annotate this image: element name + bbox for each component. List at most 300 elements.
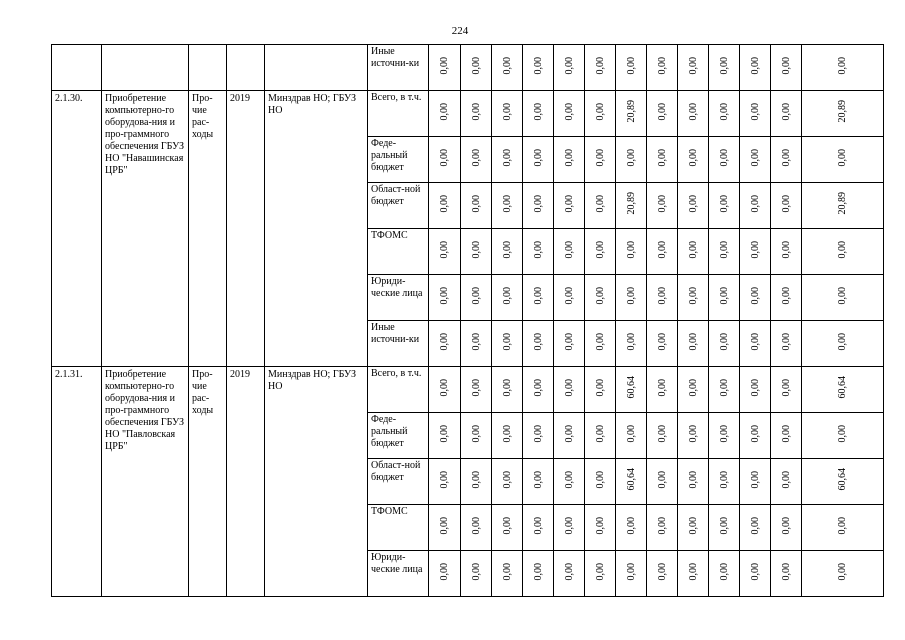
value-text: 0,00 (687, 378, 699, 397)
value-cell (771, 45, 802, 91)
value-text: 0,00 (594, 194, 606, 213)
value-text: 0,00 (749, 240, 761, 259)
value-text: 0,00 (470, 240, 482, 259)
value-text: 0,00 (718, 240, 730, 259)
value-text: 0,00 (837, 332, 848, 351)
value-text: 0,00 (749, 286, 761, 305)
value-cell (647, 275, 678, 321)
value-cell (554, 45, 585, 91)
value-cell (678, 551, 709, 597)
value-text: 0,00 (501, 102, 513, 121)
value-text: 0,00 (687, 424, 699, 443)
value-text: 0,00 (594, 470, 606, 489)
source-cell: Иные источни-ки (368, 45, 429, 91)
value-cell (709, 91, 740, 137)
value-cell (523, 551, 554, 597)
value-cell (429, 91, 461, 137)
value-text: 60,64 (625, 468, 637, 491)
source-cell: Област-ной бюджет (368, 183, 429, 229)
value-cell (771, 229, 802, 275)
value-text: 0,00 (563, 240, 575, 259)
value-text: 0,00 (594, 424, 606, 443)
value-text: 0,00 (470, 148, 482, 167)
value-text: 0,00 (656, 470, 668, 489)
value-cell (802, 505, 884, 551)
value-text: 0,00 (656, 332, 668, 351)
value-cell (709, 367, 740, 413)
value-text: 0,00 (501, 562, 513, 581)
value-text: 0,00 (625, 56, 637, 75)
source-cell: Всего, в т.ч. (368, 367, 429, 413)
value-cell (616, 183, 647, 229)
value-text: 0,00 (532, 148, 544, 167)
value-cell (740, 367, 771, 413)
value-cell (429, 229, 461, 275)
value-text: 0,00 (780, 424, 792, 443)
value-text: 0,00 (718, 148, 730, 167)
value-text: 0,00 (439, 56, 450, 75)
value-cell (585, 321, 616, 367)
value-text: 0,00 (687, 56, 699, 75)
value-cell (802, 137, 884, 183)
value-cell (771, 413, 802, 459)
value-cell (585, 45, 616, 91)
value-text: 0,00 (687, 562, 699, 581)
value-cell (709, 505, 740, 551)
value-cell (709, 459, 740, 505)
value-text: 0,00 (656, 148, 668, 167)
value-cell (554, 459, 585, 505)
value-text: 0,00 (563, 102, 575, 121)
category-cell: Про-чие рас-ходы (189, 91, 227, 367)
executor-cell: Минздрав НО; ГБУЗ НО (265, 91, 368, 367)
budget-table (51, 44, 884, 597)
value-text: 0,00 (439, 102, 450, 121)
value-text: 0,00 (749, 56, 761, 75)
empty-cell (102, 45, 189, 91)
value-cell (647, 183, 678, 229)
value-text: 0,00 (563, 332, 575, 351)
value-cell (429, 137, 461, 183)
value-text: 0,00 (439, 378, 450, 397)
value-cell (616, 459, 647, 505)
value-cell (740, 413, 771, 459)
value-text: 0,00 (470, 562, 482, 581)
value-text: 0,00 (439, 332, 450, 351)
value-cell (429, 321, 461, 367)
value-cell (740, 505, 771, 551)
value-cell (740, 275, 771, 321)
value-text: 0,00 (532, 56, 544, 75)
value-cell (616, 275, 647, 321)
value-text: 60,64 (837, 376, 848, 399)
value-text: 0,00 (687, 332, 699, 351)
value-text: 0,00 (439, 562, 450, 581)
name-cell: Приобретение компьютерно-го оборудова-ния и про-граммного обеспечения ГБУЗ НО "Навашинская ЦРБ" (102, 91, 189, 367)
value-text: 0,00 (625, 424, 637, 443)
value-cell (554, 91, 585, 137)
value-cell (678, 45, 709, 91)
value-cell (585, 183, 616, 229)
value-cell (523, 275, 554, 321)
value-text: 0,00 (749, 470, 761, 489)
value-text: 0,00 (718, 470, 730, 489)
value-cell (429, 367, 461, 413)
value-cell (678, 275, 709, 321)
value-text: 0,00 (532, 424, 544, 443)
value-cell (802, 321, 884, 367)
source-cell: Област-ной бюджет (368, 459, 429, 505)
value-text: 0,00 (718, 562, 730, 581)
value-cell (740, 91, 771, 137)
value-cell (554, 551, 585, 597)
value-text: 0,00 (501, 378, 513, 397)
value-cell (523, 91, 554, 137)
value-cell (492, 137, 523, 183)
value-cell (523, 459, 554, 505)
year-cell: 2019 (227, 367, 265, 597)
value-cell (492, 275, 523, 321)
table-row (52, 367, 884, 413)
value-text: 0,00 (532, 332, 544, 351)
value-text: 0,00 (780, 194, 792, 213)
value-text: 20,89 (625, 192, 637, 215)
value-cell (461, 551, 492, 597)
value-cell (647, 459, 678, 505)
value-text: 0,00 (656, 516, 668, 535)
value-cell (585, 413, 616, 459)
value-text: 0,00 (749, 194, 761, 213)
value-cell (554, 137, 585, 183)
value-text: 0,00 (656, 562, 668, 581)
value-cell (709, 137, 740, 183)
source-cell: Всего, в т.ч. (368, 91, 429, 137)
value-text: 0,00 (470, 286, 482, 305)
value-cell (492, 551, 523, 597)
value-cell (523, 137, 554, 183)
value-text: 0,00 (780, 148, 792, 167)
value-text: 0,00 (594, 148, 606, 167)
value-text: 0,00 (594, 516, 606, 535)
value-cell (492, 45, 523, 91)
value-cell (678, 91, 709, 137)
value-text: 0,00 (625, 286, 637, 305)
year-cell: 2019 (227, 91, 265, 367)
empty-cell (265, 45, 368, 91)
empty-cell (227, 45, 265, 91)
value-cell (709, 275, 740, 321)
value-text: 0,00 (501, 332, 513, 351)
value-text: 0,00 (532, 378, 544, 397)
value-text: 0,00 (532, 562, 544, 581)
value-cell (523, 321, 554, 367)
value-cell (709, 45, 740, 91)
value-cell (802, 183, 884, 229)
value-text: 0,00 (563, 56, 575, 75)
value-cell (771, 367, 802, 413)
value-cell (616, 505, 647, 551)
value-text: 0,00 (470, 194, 482, 213)
value-text: 0,00 (439, 516, 450, 535)
value-text: 0,00 (687, 240, 699, 259)
value-cell (709, 321, 740, 367)
value-text: 0,00 (718, 378, 730, 397)
value-cell (678, 413, 709, 459)
value-cell (709, 229, 740, 275)
value-cell (616, 551, 647, 597)
value-text: 0,00 (470, 470, 482, 489)
value-cell (616, 91, 647, 137)
value-text: 0,00 (532, 470, 544, 489)
value-cell (647, 321, 678, 367)
value-text: 0,00 (470, 102, 482, 121)
code-cell: 2.1.31. (52, 367, 102, 597)
code-cell: 2.1.30. (52, 91, 102, 367)
source-cell: Феде-ральный бюджет (368, 137, 429, 183)
value-cell (492, 459, 523, 505)
value-text: 0,00 (470, 516, 482, 535)
value-text: 0,00 (532, 194, 544, 213)
value-text: 0,00 (625, 240, 637, 259)
value-cell (554, 321, 585, 367)
value-cell (647, 137, 678, 183)
value-text: 0,00 (780, 240, 792, 259)
value-cell (585, 459, 616, 505)
value-text: 0,00 (439, 194, 450, 213)
value-text: 0,00 (749, 148, 761, 167)
value-cell (647, 551, 678, 597)
value-text: 0,00 (501, 424, 513, 443)
value-cell (554, 275, 585, 321)
value-text: 0,00 (501, 56, 513, 75)
value-cell (461, 413, 492, 459)
value-text: 0,00 (780, 332, 792, 351)
value-text: 0,00 (501, 240, 513, 259)
value-text: 0,00 (656, 56, 668, 75)
value-cell (740, 551, 771, 597)
value-cell (771, 551, 802, 597)
value-text: 60,64 (837, 468, 848, 491)
value-cell (461, 183, 492, 229)
value-text: 0,00 (687, 148, 699, 167)
value-cell (616, 413, 647, 459)
value-cell (492, 91, 523, 137)
value-cell (616, 367, 647, 413)
value-text: 0,00 (532, 102, 544, 121)
value-text: 0,00 (625, 516, 637, 535)
value-cell (461, 91, 492, 137)
source-cell: Иные источни-ки (368, 321, 429, 367)
value-text: 0,00 (780, 56, 792, 75)
value-text: 0,00 (563, 194, 575, 213)
value-text: 0,00 (532, 516, 544, 535)
value-text: 0,00 (470, 378, 482, 397)
value-cell (802, 459, 884, 505)
value-cell (554, 183, 585, 229)
value-text: 0,00 (656, 240, 668, 259)
value-text: 0,00 (501, 516, 513, 535)
value-cell (771, 321, 802, 367)
value-text: 0,00 (563, 562, 575, 581)
value-cell (585, 91, 616, 137)
value-text: 0,00 (837, 56, 848, 75)
value-cell (461, 137, 492, 183)
value-text: 0,00 (501, 286, 513, 305)
value-text: 0,00 (439, 424, 450, 443)
value-cell (678, 459, 709, 505)
value-cell (647, 367, 678, 413)
source-cell: Феде-ральный бюджет (368, 413, 429, 459)
value-cell (523, 229, 554, 275)
value-text: 0,00 (780, 378, 792, 397)
value-text: 20,89 (625, 100, 637, 123)
value-text: 0,00 (625, 332, 637, 351)
value-text: 0,00 (718, 424, 730, 443)
value-cell (802, 413, 884, 459)
value-text: 0,00 (625, 562, 637, 581)
value-cell (647, 413, 678, 459)
empty-cell (189, 45, 227, 91)
value-cell (802, 45, 884, 91)
value-cell (647, 229, 678, 275)
value-cell (429, 275, 461, 321)
value-text: 0,00 (563, 378, 575, 397)
value-text: 0,00 (563, 286, 575, 305)
value-cell (740, 229, 771, 275)
value-cell (678, 183, 709, 229)
value-text: 0,00 (656, 194, 668, 213)
value-cell (429, 551, 461, 597)
value-cell (585, 551, 616, 597)
category-cell: Про-чие рас-ходы (189, 367, 227, 597)
value-cell (429, 183, 461, 229)
value-cell (678, 321, 709, 367)
value-cell (678, 137, 709, 183)
value-text: 0,00 (532, 286, 544, 305)
value-cell (554, 413, 585, 459)
value-cell (461, 321, 492, 367)
value-text: 0,00 (439, 286, 450, 305)
value-cell (492, 505, 523, 551)
value-cell (740, 137, 771, 183)
value-text: 0,00 (594, 332, 606, 351)
value-cell (740, 45, 771, 91)
value-text: 0,00 (687, 102, 699, 121)
value-text: 0,00 (687, 286, 699, 305)
value-text: 0,00 (594, 102, 606, 121)
value-cell (492, 229, 523, 275)
value-cell (709, 551, 740, 597)
value-cell (771, 91, 802, 137)
value-cell (523, 413, 554, 459)
value-text: 0,00 (532, 240, 544, 259)
name-cell: Приобретение компьютерно-го оборудова-ния и про-граммного обеспечения ГБУЗ НО "Павловская ЦРБ" (102, 367, 189, 597)
value-text: 0,00 (749, 102, 761, 121)
value-text: 0,00 (656, 378, 668, 397)
value-cell (709, 183, 740, 229)
table-row (52, 91, 884, 137)
value-cell (771, 137, 802, 183)
value-cell (647, 505, 678, 551)
value-text: 0,00 (837, 516, 848, 535)
value-text: 0,00 (594, 240, 606, 259)
source-cell: ТФОМС (368, 505, 429, 551)
value-cell (523, 505, 554, 551)
executor-cell: Минздрав НО; ГБУЗ НО (265, 367, 368, 597)
value-text: 0,00 (837, 240, 848, 259)
value-cell (647, 45, 678, 91)
value-cell (523, 183, 554, 229)
source-cell: ТФОМС (368, 229, 429, 275)
value-cell (429, 459, 461, 505)
value-cell (585, 229, 616, 275)
value-cell (585, 505, 616, 551)
value-cell (461, 229, 492, 275)
value-text: 0,00 (501, 470, 513, 489)
value-text: 0,00 (563, 148, 575, 167)
value-text: 0,00 (563, 470, 575, 489)
value-cell (616, 137, 647, 183)
value-text: 0,00 (749, 378, 761, 397)
value-text: 0,00 (837, 286, 848, 305)
value-cell (802, 551, 884, 597)
value-text: 0,00 (470, 424, 482, 443)
value-cell (616, 321, 647, 367)
value-cell (429, 505, 461, 551)
value-cell (461, 275, 492, 321)
value-cell (461, 45, 492, 91)
value-text: 0,00 (749, 562, 761, 581)
value-cell (740, 459, 771, 505)
value-text: 0,00 (594, 378, 606, 397)
source-cell: Юриди-ческие лица (368, 551, 429, 597)
value-cell (616, 45, 647, 91)
value-text: 0,00 (470, 56, 482, 75)
value-cell (461, 459, 492, 505)
value-text: 20,89 (837, 100, 848, 123)
value-text: 0,00 (780, 102, 792, 121)
source-cell: Юриди-ческие лица (368, 275, 429, 321)
value-cell (585, 137, 616, 183)
value-text: 0,00 (837, 562, 848, 581)
value-cell (678, 505, 709, 551)
value-text: 0,00 (501, 148, 513, 167)
value-cell (554, 367, 585, 413)
value-text: 0,00 (718, 286, 730, 305)
value-text: 0,00 (594, 286, 606, 305)
value-cell (709, 413, 740, 459)
value-cell (616, 229, 647, 275)
value-cell (585, 367, 616, 413)
value-text: 0,00 (718, 516, 730, 535)
value-text: 0,00 (780, 562, 792, 581)
value-text: 0,00 (439, 470, 450, 489)
value-text: 0,00 (594, 562, 606, 581)
value-cell (492, 183, 523, 229)
value-text: 0,00 (780, 286, 792, 305)
value-text: 0,00 (501, 194, 513, 213)
value-cell (429, 45, 461, 91)
value-cell (771, 459, 802, 505)
value-text: 0,00 (594, 56, 606, 75)
value-text: 0,00 (439, 240, 450, 259)
value-text: 0,00 (656, 102, 668, 121)
value-text: 0,00 (625, 148, 637, 167)
value-cell (461, 367, 492, 413)
value-text: 0,00 (439, 148, 450, 167)
value-cell (740, 183, 771, 229)
value-text: 0,00 (656, 286, 668, 305)
